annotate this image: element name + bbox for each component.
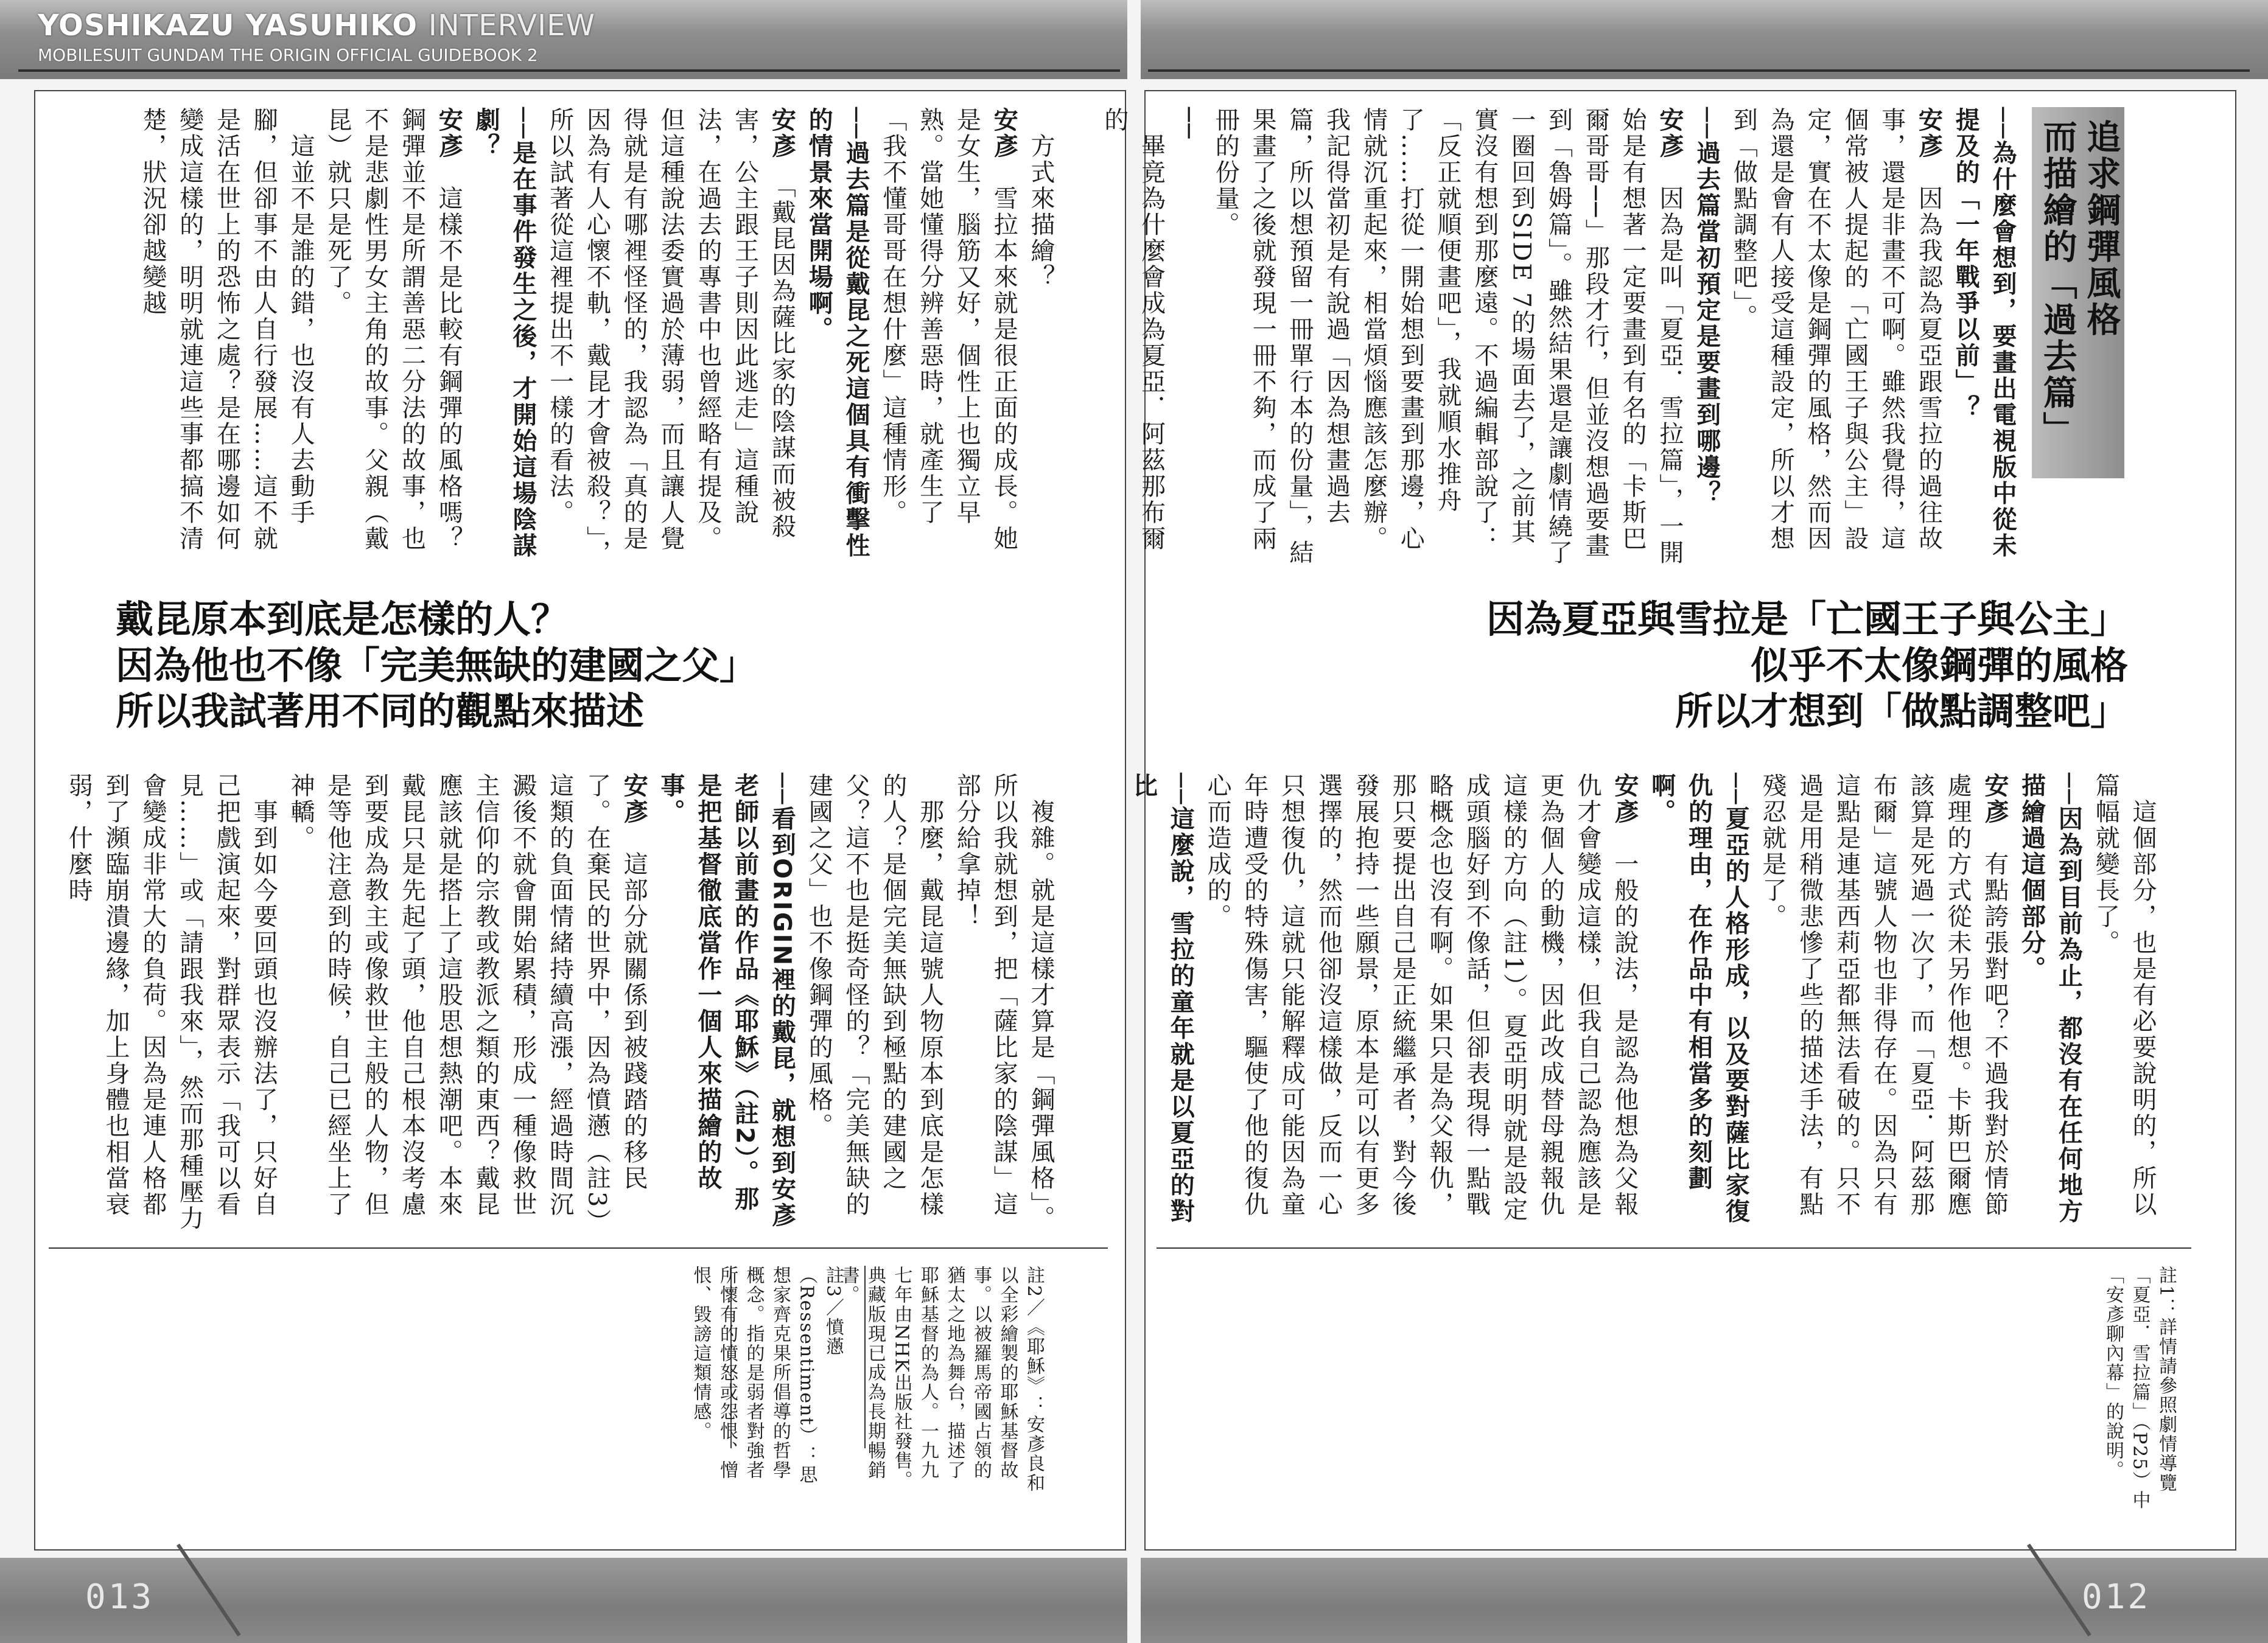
- footnote-divider: [49, 1247, 1108, 1249]
- interview-answer: [1199, 773, 1643, 1235]
- interview-question: ──過去篇當初預定是要畫到哪邊？: [1692, 107, 1721, 507]
- answer-text: 因為我認為夏亞跟雪拉的過往故事，還是非畫不可啊。雖然我覺得，這個常被人提起的「亡國王子與公主」設定，實在不太像是鋼彈的風格，然而因為還是會有人接受這種設定，所以才想到「做點調整吧」。: [1729, 107, 1943, 552]
- body-paragraph: 這個部分，也是有必要說明的，所以篇幅就變長了。: [2091, 773, 2157, 1218]
- interview-question: ──過去篇是從戴昆之死這個具有衝擊性的情景來當開場啊。: [805, 107, 870, 559]
- speaker-name: 安彥: [1610, 773, 1639, 851]
- answer-text: 這部分就關係到被踐踏的移民了。在棄民的世界中，因為憤懣（註3）這類的負面情緒持續高漲，經過時間沉澱後不就會開始累積，形成一種像救世主信仰的宗教或教派之類的東西？戴昆應該就是搭上了這股思想熱潮吧。本來戴昆只是先起了頭，他自己根本沒考慮到要成為教主或像救世主般的人物，但是等他注意到的時候，自己已經坐上了神轎。: [287, 773, 648, 1235]
- left-lower-text: [65, 773, 1059, 1235]
- interview-question: ──這麼說，雪拉的童年就是以夏亞的對比: [1129, 773, 1195, 1225]
- interview-answer: [319, 107, 467, 570]
- page-number-right: 012: [2082, 1577, 2151, 1617]
- body-paragraph: 事到如今要回頭也沒辦法了，只好自己把戲演起來，對群眾表示「我可以看見……」或「請跟我來」，然而那種壓力會變成非常大的負荷。因為是連人格都到了瀕臨崩潰邊緣，加上身體也相當衰弱，什麼時: [65, 773, 278, 1232]
- answer-text: 雪拉本來就是很正面的成長。她是女生，腦筋又好，個性上也獨立早熟。當她懂得分辨善惡時，就產生了「我不懂哥哥在想什麼」這種情形。: [878, 107, 1018, 552]
- body-paragraph: 那麼，戴昆這號人物原本到底是怎樣的人？是個完美無缺到極點的建國之父？這不也是挺奇怪的？「完美無缺的建國之父」也不像鋼彈的風格。: [805, 773, 944, 1218]
- right-upper-text: [1100, 107, 2021, 570]
- interview-question: ──因為到目前為止，都沒有在任何地方描繪過這個部分。: [2017, 773, 2083, 1225]
- interview-question: ──為什麼會想到，要畫出電視版中從未提及的「一年戰爭以前」？: [1951, 107, 2017, 559]
- section-heading: 追求鋼彈風格 而描繪的「過去篇」: [2037, 119, 2121, 448]
- interview-answer: [1725, 107, 1947, 570]
- answer-text: 一般的說法，是認為他想為父報仇才會變成這樣，但我自己認為應該是更為個人的動機，因此改成替母親報仇這樣的方向（註1）。夏亞明明就是設定成頭腦好到不像話，但卻表現得一點戰略概念也沒有啊。如果只是為父報仇，那只要提出自己是正統繼承者，對今後發展抱持一些願景，原本是可以有更多選擇的，然而他卻沒這樣做，反而一心只想復仇，這就只能解釋成可能因為童年時遭受的特殊傷害，驅使了他的復仇心而造成的。: [1203, 773, 1639, 1223]
- speaker-name: 安彥: [435, 107, 463, 186]
- speaker-name: 安彥: [1980, 773, 2009, 851]
- right-pull-quote: [1486, 596, 2128, 734]
- speaker-name: 安彥: [1655, 107, 1684, 186]
- interview-question: ──看到ORIGIN裡的戴昆，就想到安彥老師以前畫的作品《耶穌》（註2）。那是把基督徹底當作一個人來描繪的故事。: [657, 773, 796, 1229]
- interview-answer: [874, 107, 1022, 570]
- header-title: [38, 9, 595, 43]
- gutter: [1127, 1558, 1141, 1643]
- interview-question: ──: [1174, 107, 1203, 141]
- header-title-interview: INTERVIEW: [428, 9, 595, 43]
- header-rule-left: [18, 69, 1120, 72]
- pull-quote-line: 戴昆原本到底是怎樣的人？: [116, 597, 569, 641]
- answer-text: 「戴昆因為薩比家的陰謀而被殺害，公主跟王子則因此逃走」這種說法，在過去的專書中也曾經略有提及。但這種說法委實過於薄弱，而且讓人覺得就是有哪裡怪怪的，我認為「真的是因為有人心懷不軌，戴昆才會被殺？」，所以試著從這裡提出不一樣的看法。: [545, 107, 796, 566]
- pull-quote-line: 因為他也不像「完美無缺的建國之父」: [116, 643, 758, 688]
- gutter: [1127, 0, 1141, 79]
- body-paragraph: 方式來描繪？: [1027, 107, 1055, 290]
- header-title-name: YOSHIKAZU YASUHIKO: [38, 9, 418, 43]
- footnote-3: 註3／憤懣（Ressentiment）：思想家齊克果所倡導的哲學概念。指的是弱者對強者所懷有的憤怒或怨恨、憎恨、毀謗這類情感。: [690, 1266, 844, 1485]
- interview-question: ──夏亞的人格形成，以及要對薩比家復仇的理由，在作品中有相當多的刻劃啊。: [1647, 773, 1750, 1225]
- interview-question: ──是在事件發生之後，才開始這場陰謀劇？: [472, 107, 537, 559]
- pull-quote-line: 因為夏亞與雪拉是「亡國王子與公主」: [1486, 597, 2128, 641]
- interview-answer: [541, 107, 800, 570]
- body-paragraph: 複雜。就是這樣才算是「鋼彈風格」。所以我就想到，把「薩比家的陰謀」這部分給拿掉！: [953, 773, 1055, 1232]
- speaker-name: 安彥: [620, 773, 648, 851]
- pull-quote-line: 所以才想到「做點調整吧」: [1675, 689, 2128, 734]
- page-number-left: 013: [85, 1577, 155, 1617]
- pull-quote-line: 所以我試著用不同的觀點來描述: [116, 689, 645, 734]
- answer-text: 這樣不是比較有鋼彈的風格嗎？鋼彈並不是所謂善惡二分法的故事，也不是悲劇性男女主角的故事。父親（戴昆）就只是死了。: [323, 107, 463, 552]
- speaker-name: 安彥: [1914, 107, 1943, 186]
- interview-answer: [1754, 773, 2013, 1235]
- left-pull-quote: [116, 596, 757, 734]
- header-rule-right: [1148, 69, 2250, 72]
- left-upper-text: [110, 107, 1059, 570]
- footnote-1: 註1：詳情請參照劇情導覽「夏亞．雪拉篇」（P25）中「安彥聊內幕」的說明。: [2102, 1266, 2177, 1510]
- speaker-name: 安彥: [990, 107, 1018, 186]
- header-subtitle: MOBILESUIT GUNDAM THE ORIGIN OFFICIAL GUIDEBOOK 2: [38, 45, 538, 65]
- speaker-name: 安彥: [768, 107, 796, 186]
- body-paragraph: 這並不是誰的錯，也沒有人去動手腳，但卻事不由人自行發展……這不就是活在世上的恐怖之處？是在哪邊如何變成這樣的，明明就連這些事都搞不清楚，狀況卻越變越: [138, 107, 315, 552]
- interview-answer: [1206, 107, 1687, 570]
- interview-answer: [282, 773, 652, 1235]
- body-paragraph: 畢竟為什麼會成為夏亞．阿茲那布爾的: [1100, 107, 1166, 552]
- answer-text: 因為是叫「夏亞．雪拉篇」，一開始是有想著一定要畫到有名的「卡斯巴爾哥哥──」那段才行，但並沒想過要畫到「魯姆篇」。雖然結果還是讓劇情繞了一圈回到SIDE 7的場面去了，之前其實沒有想到那麼遠。不過編輯部說了：「反正就順便畫吧」，我就順水推舟了……打從一開始想到要畫到那邊，心情就沉重起來，相當煩惱應該怎麼辦。我記得當初是有說過「因為想畫過去篇，所以想預留一冊單行本的份量」，結果畫了之後就發現一冊不夠，而成了兩冊的份量。: [1211, 107, 1684, 566]
- footnote-2: 註2／《耶穌》：安彥良和以全彩繪製的耶穌基督故事。以被羅馬帝國占領的猶太之地為舞台，描述了耶穌基督的為人。一九九七年由NHK出版社發售。典藏版現已成為長期暢銷書。: [838, 1266, 1045, 1493]
- footnote-divider: [1157, 1247, 2191, 1249]
- right-lower-text: [1129, 773, 2161, 1235]
- pull-quote-line: 似乎不太像鋼彈的風格: [1750, 643, 2128, 688]
- answer-text: 有點誇張對吧？不過我對於情節處理的方式從未另作他想。卡斯巴爾應該算是死過一次了，而「夏亞．阿茲那布爾」這號人物也非得存在。因為只有這點是連基西莉亞都無法看破的。只不過是用稍微悲慘了些的描述手法，有點殘忍就是了。: [1759, 773, 2009, 1218]
